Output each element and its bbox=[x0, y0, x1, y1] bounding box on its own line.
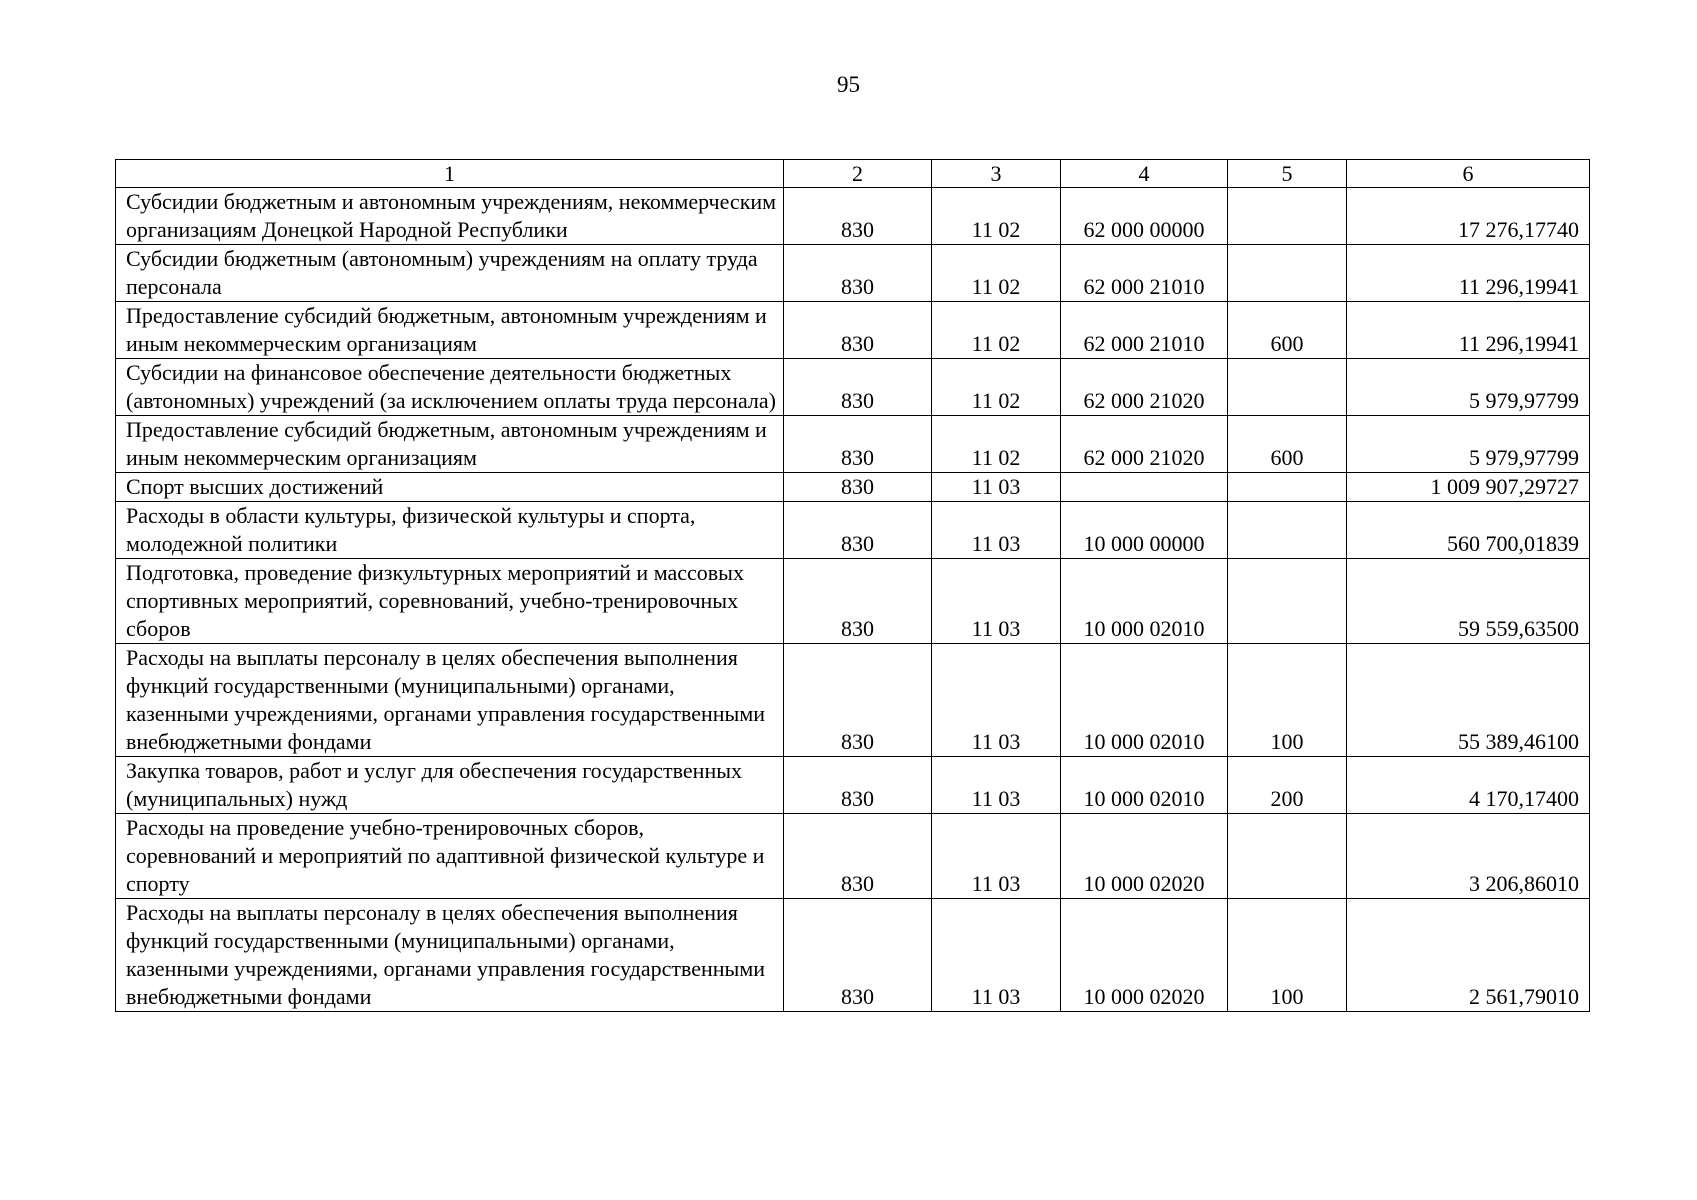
table-row bbox=[116, 559, 1590, 644]
target-article-cell: 62 000 21010 bbox=[1061, 245, 1228, 302]
section-code-cell: 11 03 bbox=[932, 473, 1061, 502]
target-article-cell bbox=[1061, 473, 1228, 502]
section-code-cell: 11 02 bbox=[932, 416, 1061, 473]
expense-type-cell: 600 bbox=[1228, 302, 1347, 359]
header-row bbox=[116, 160, 1590, 188]
column-header: 1 bbox=[116, 160, 784, 188]
table-row bbox=[116, 359, 1590, 416]
ministry-code-cell: 830 bbox=[784, 302, 932, 359]
target-article-cell: 62 000 21020 bbox=[1061, 416, 1228, 473]
row-name-cell: Подготовка, проведение физкультурных мероприятий и массовых спортивных мероприятий, соревнований, учебно-тренировочных сборов bbox=[116, 559, 784, 644]
section-code-cell: 11 03 bbox=[932, 814, 1061, 899]
section-code-cell: 11 02 bbox=[932, 188, 1061, 245]
section-code-cell: 11 03 bbox=[932, 899, 1061, 1012]
amount-cell: 11 296,19941 bbox=[1347, 302, 1590, 359]
section-code-cell: 11 02 bbox=[932, 359, 1061, 416]
ministry-code-cell: 830 bbox=[784, 245, 932, 302]
amount-cell: 4 170,17400 bbox=[1347, 757, 1590, 814]
ministry-code-cell: 830 bbox=[784, 502, 932, 559]
table-row bbox=[116, 757, 1590, 814]
table-body bbox=[116, 188, 1590, 1012]
section-code-cell: 11 03 bbox=[932, 644, 1061, 757]
target-article-cell: 62 000 21010 bbox=[1061, 302, 1228, 359]
expense-type-cell bbox=[1228, 814, 1347, 899]
ministry-code-cell: 830 bbox=[784, 644, 932, 757]
table-row bbox=[116, 814, 1590, 899]
expense-type-cell: 200 bbox=[1228, 757, 1347, 814]
table-row bbox=[116, 502, 1590, 559]
target-article-cell: 10 000 02020 bbox=[1061, 899, 1228, 1012]
amount-cell: 11 296,19941 bbox=[1347, 245, 1590, 302]
ministry-code-cell: 830 bbox=[784, 188, 932, 245]
row-name-cell: Закупка товаров, работ и услуг для обеспечения государственных (муниципальных) нужд bbox=[116, 757, 784, 814]
target-article-cell: 10 000 02010 bbox=[1061, 559, 1228, 644]
amount-cell: 560 700,01839 bbox=[1347, 502, 1590, 559]
target-article-cell: 10 000 00000 bbox=[1061, 502, 1228, 559]
table-row bbox=[116, 473, 1590, 502]
ministry-code-cell: 830 bbox=[784, 359, 932, 416]
row-name-cell: Расходы на проведение учебно-тренировочных сборов, соревнований и мероприятий по адаптивной физической культуре и спорту bbox=[116, 814, 784, 899]
amount-cell: 17 276,17740 bbox=[1347, 188, 1590, 245]
budget-table bbox=[115, 159, 1590, 1012]
column-header: 5 bbox=[1228, 160, 1347, 188]
expense-type-cell: 600 bbox=[1228, 416, 1347, 473]
page-number: 95 bbox=[837, 72, 860, 97]
row-name-cell: Расходы в области культуры, физической культуры и спорта, молодежной политики bbox=[116, 502, 784, 559]
amount-cell: 5 979,97799 bbox=[1347, 416, 1590, 473]
target-article-cell: 10 000 02020 bbox=[1061, 814, 1228, 899]
target-article-cell: 10 000 02010 bbox=[1061, 757, 1228, 814]
expense-type-cell bbox=[1228, 359, 1347, 416]
table-row bbox=[116, 188, 1590, 245]
expense-type-cell: 100 bbox=[1228, 644, 1347, 757]
row-name-cell: Расходы на выплаты персоналу в целях обеспечения выполнения функций государственными (муниципальными) органами, казенными учреждениями, органами управления государственными внебюджетными фондами bbox=[116, 899, 784, 1012]
table-row bbox=[116, 899, 1590, 1012]
amount-cell: 55 389,46100 bbox=[1347, 644, 1590, 757]
row-name-cell: Предоставление субсидий бюджетным, автономным учреждениям и иным некоммерческим организациям bbox=[116, 302, 784, 359]
section-code-cell: 11 03 bbox=[932, 502, 1061, 559]
ministry-code-cell: 830 bbox=[784, 814, 932, 899]
section-code-cell: 11 03 bbox=[932, 757, 1061, 814]
row-name-cell: Субсидии бюджетным (автономным) учреждениям на оплату труда персонала bbox=[116, 245, 784, 302]
amount-cell: 5 979,97799 bbox=[1347, 359, 1590, 416]
expense-type-cell: 100 bbox=[1228, 899, 1347, 1012]
ministry-code-cell: 830 bbox=[784, 899, 932, 1012]
expense-type-cell bbox=[1228, 188, 1347, 245]
target-article-cell: 62 000 00000 bbox=[1061, 188, 1228, 245]
row-name-cell: Расходы на выплаты персоналу в целях обеспечения выполнения функций государственными (муниципальными) органами, казенными учреждениями, органами управления государственными внебюджетными фондами bbox=[116, 644, 784, 757]
expense-type-cell bbox=[1228, 559, 1347, 644]
target-article-cell: 10 000 02010 bbox=[1061, 644, 1228, 757]
amount-cell: 2 561,79010 bbox=[1347, 899, 1590, 1012]
section-code-cell: 11 03 bbox=[932, 559, 1061, 644]
expense-type-cell bbox=[1228, 473, 1347, 502]
amount-cell: 59 559,63500 bbox=[1347, 559, 1590, 644]
column-header: 6 bbox=[1347, 160, 1590, 188]
ministry-code-cell: 830 bbox=[784, 757, 932, 814]
ministry-code-cell: 830 bbox=[784, 473, 932, 502]
column-header: 4 bbox=[1061, 160, 1228, 188]
section-code-cell: 11 02 bbox=[932, 302, 1061, 359]
ministry-code-cell: 830 bbox=[784, 416, 932, 473]
column-header: 3 bbox=[932, 160, 1061, 188]
amount-cell: 1 009 907,29727 bbox=[1347, 473, 1590, 502]
amount-cell: 3 206,86010 bbox=[1347, 814, 1590, 899]
table-row bbox=[116, 245, 1590, 302]
table-row bbox=[116, 302, 1590, 359]
table-row bbox=[116, 416, 1590, 473]
target-article-cell: 62 000 21020 bbox=[1061, 359, 1228, 416]
expense-type-cell bbox=[1228, 245, 1347, 302]
row-name-cell: Спорт высших достижений bbox=[116, 473, 784, 502]
column-header: 2 bbox=[784, 160, 932, 188]
section-code-cell: 11 02 bbox=[932, 245, 1061, 302]
row-name-cell: Субсидии на финансовое обеспечение деятельности бюджетных (автономных) учреждений (за исключением оплаты труда персонала) bbox=[116, 359, 784, 416]
expense-type-cell bbox=[1228, 502, 1347, 559]
row-name-cell: Субсидии бюджетным и автономным учреждениям, некоммерческим организациям Донецкой Народной Республики bbox=[116, 188, 784, 245]
row-name-cell: Предоставление субсидий бюджетным, автономным учреждениям и иным некоммерческим организациям bbox=[116, 416, 784, 473]
ministry-code-cell: 830 bbox=[784, 559, 932, 644]
table-row bbox=[116, 644, 1590, 757]
